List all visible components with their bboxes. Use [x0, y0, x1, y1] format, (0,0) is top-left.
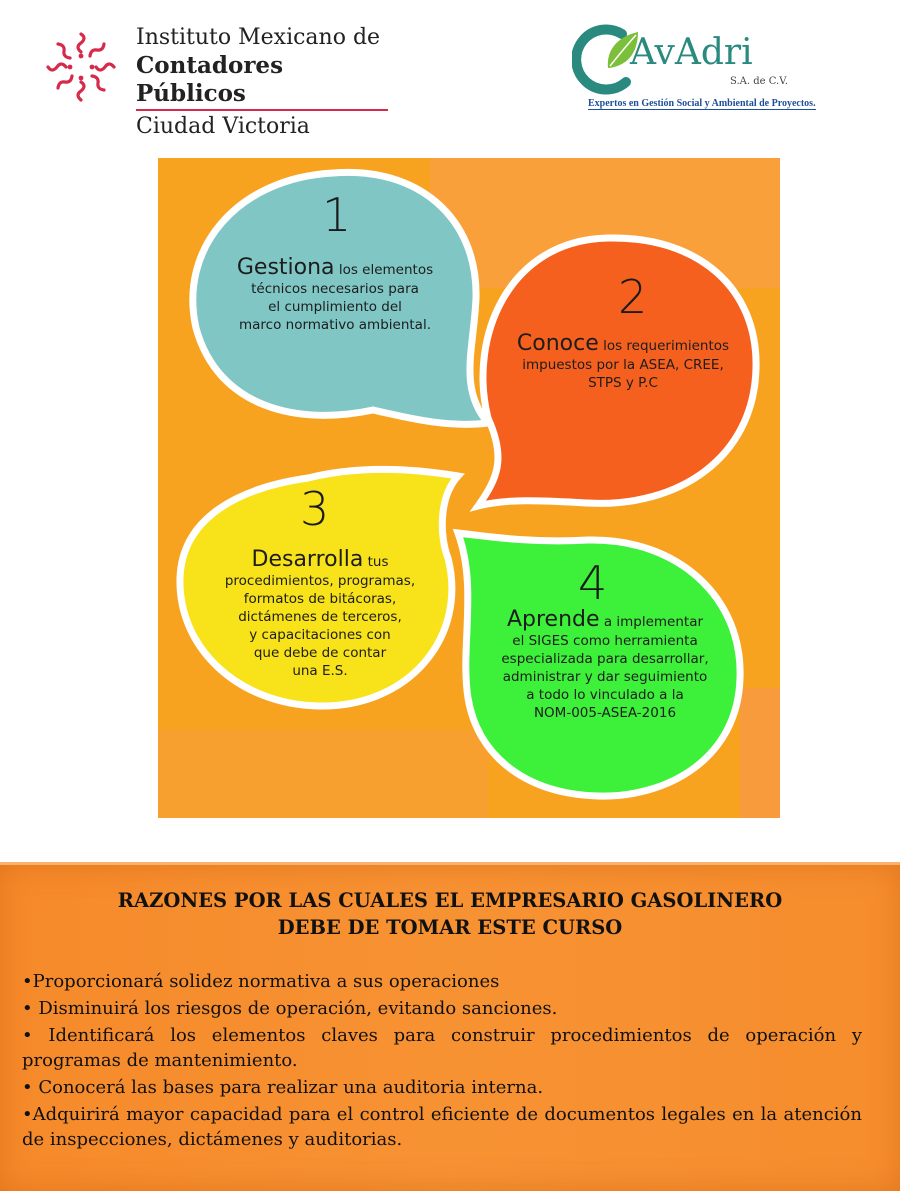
bubble-3-number: 3 [300, 482, 330, 536]
reasons-box [0, 862, 900, 1191]
imcp-name-line1: Instituto Mexicano de [136, 25, 381, 50]
bubble-4-line: administrar y dar seguimiento [502, 669, 708, 685]
bubble-4-line: a todo lo vinculado a la [526, 687, 684, 703]
reasons-list [22, 969, 862, 1154]
bubble-2-text [498, 332, 748, 392]
bubble-1-line: los elementos [338, 262, 434, 278]
cavadri-tagline: Expertos en Gestión Social y Ambiental de Proyectos. [588, 98, 816, 109]
imcp-emblem-icon [40, 26, 122, 108]
reasons-title-line2: DEBE DE TOMAR ESTE CURSO [277, 916, 623, 939]
bubble-3-line: tus [367, 554, 389, 570]
bubble-2-line: impuestos por la ASEA, CREE, [522, 357, 724, 373]
bubble-2-line: los requerimientos [603, 338, 730, 354]
bubble-3-line: una E.S. [292, 663, 348, 679]
cavadri-logo [570, 18, 830, 113]
bubble-1-line: técnicos necesarios para [251, 281, 419, 297]
infographic-panel [158, 158, 780, 818]
cavadri-name: AvAdri [630, 32, 753, 73]
bubble-2-number: 2 [618, 270, 648, 324]
bubble-1-number: 1 [322, 188, 352, 242]
imcp-name-line2: Contadores Públicos [136, 52, 284, 107]
bubble-3-line: formatos de bitácoras, [243, 591, 397, 607]
bubble-1-lead: Gestiona [236, 255, 335, 280]
cavadri-company-type: S.A. de C.V. [730, 76, 788, 87]
bubble-3-line: procedimientos, programas, [224, 573, 416, 589]
reason-item: •Proporcionará solidez normativa a sus operaciones [22, 971, 500, 992]
bubble-4-line: especializada para desarrollar, [501, 651, 709, 667]
reason-item: • Conocerá las bases para realizar una auditoria interna. [22, 1077, 544, 1098]
bubble-4-lead: Aprende [506, 607, 600, 632]
bubble-1-line: marco normativo ambiental. [239, 317, 431, 333]
bubble-3-line: que debe de contar [253, 645, 387, 661]
bubble-4-number: 4 [578, 556, 608, 610]
imcp-divider [136, 109, 388, 111]
bubble-3-line: dictámenes de terceros, [238, 609, 402, 625]
imcp-city: Ciudad Victoria [136, 114, 310, 139]
bubble-3-line: y capacitaciones con [249, 627, 391, 643]
bubble-2-line: STPS y P.C [588, 375, 658, 391]
imcp-logo [40, 22, 400, 139]
bubble-4-line: el SIGES como herramienta [512, 633, 698, 649]
reasons-title [0, 887, 900, 941]
bubble-4-line: NOM-005-ASEA-2016 [533, 705, 677, 721]
bubble-3-lead: Desarrolla [251, 547, 364, 572]
bubble-4-text [474, 608, 736, 722]
bubble-4-line: a implementar [603, 614, 704, 630]
reasons-title-line1: RAZONES POR LAS CUALES EL EMPRESARIO GASOLINERO [117, 889, 783, 912]
reason-item: •Adquirirá mayor capacidad para el control eficiente de documentos legales en la atención de inspecciones, dictámenes y auditorias. [22, 1104, 862, 1150]
bubble-3-text [200, 548, 440, 680]
bubble-1-text [210, 256, 460, 334]
reason-item: • Disminuirá los riesgos de operación, evitando sanciones. [22, 998, 558, 1019]
bubble-2-lead: Conoce [516, 331, 599, 356]
reason-item: • Identificará los elementos claves para construir procedimientos de operación y programas de mantenimiento. [22, 1025, 862, 1071]
bubble-1-line: el cumplimiento del [268, 299, 402, 315]
